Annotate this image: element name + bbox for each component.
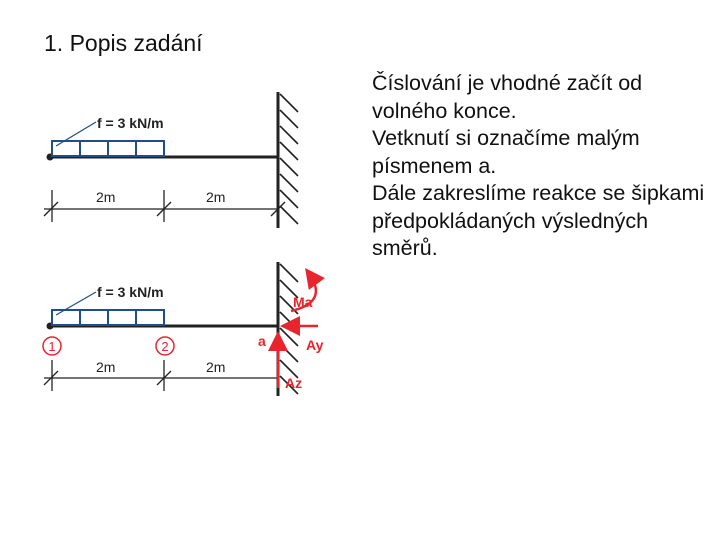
- slide-title: 1. Popis zadání: [44, 30, 203, 56]
- bottom-dim-left: 2m: [96, 359, 116, 375]
- top-load-leader: [56, 122, 96, 146]
- reaction-label-ay: Ay: [306, 337, 324, 353]
- top-dim-left: 2m: [96, 189, 116, 205]
- bottom-distributed-load: [52, 310, 164, 325]
- top-load-label: f = 3 kN/m: [97, 115, 164, 131]
- moment-label-ma: Ma: [293, 294, 313, 310]
- node-1-label: 1: [48, 339, 56, 354]
- top-dim-right: 2m: [206, 189, 226, 205]
- paragraph-numbering: Číslování je vhodné začít od volného konce.: [372, 71, 643, 123]
- bottom-dim-right: 2m: [206, 359, 226, 375]
- support-label-a: a: [258, 333, 266, 349]
- bottom-dimension: [44, 360, 278, 391]
- bottom-beam-group: [43, 262, 324, 396]
- bottom-load-leader: [56, 292, 96, 315]
- paragraph-support: Vetknutí si označíme malým písmenem a.: [372, 126, 640, 178]
- paragraph-reactions: Dále zakreslíme reakce se šipkami předpokládaných výsledných směrů.: [372, 181, 705, 260]
- bottom-load-label: f = 3 kN/m: [97, 284, 164, 300]
- top-distributed-load: [52, 141, 164, 156]
- reaction-label-az: Az: [285, 375, 303, 391]
- top-dimension: [44, 190, 285, 222]
- top-beam-group: [44, 92, 298, 228]
- node-2-label: 2: [161, 339, 169, 354]
